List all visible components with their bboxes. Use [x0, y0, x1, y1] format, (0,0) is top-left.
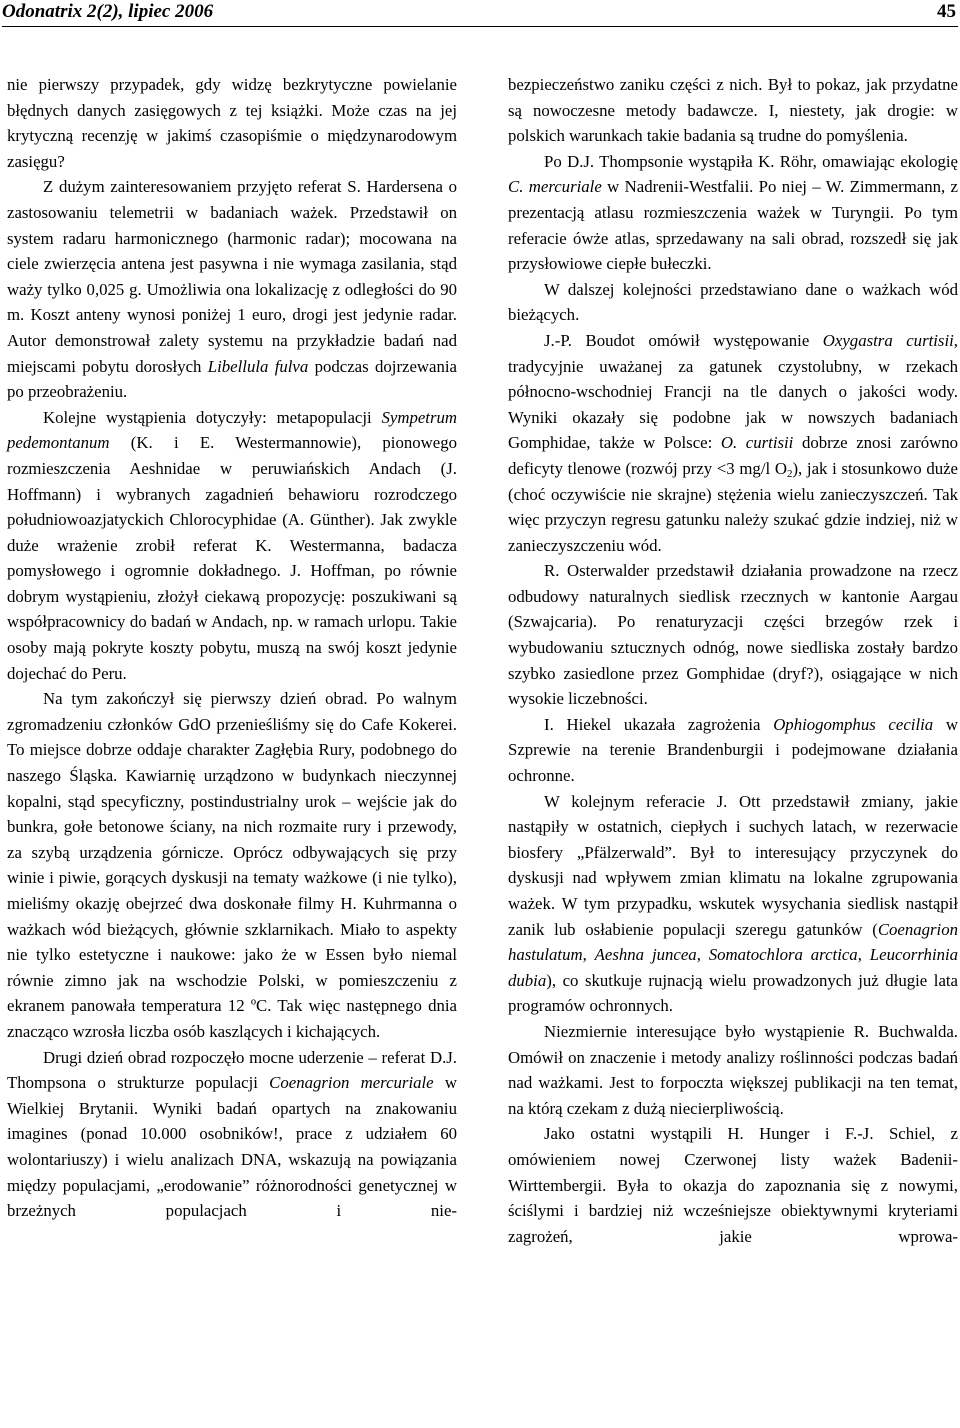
species-name: Coenagrion mercuriale	[269, 1073, 434, 1093]
journal-citation: Odonatrix 2(2), lipiec 2006	[2, 1, 214, 22]
species-name: Sympetrum pedemontanum	[7, 407, 457, 453]
subscript: 2	[786, 467, 793, 480]
paragraph: R. Osterwalder przedstawił działania prowadzone na rzecz odbudowy naturalnych siedlisk rzecznych w kantonie Aargau (Szwajcaria). Po renaturyzacji części brzegów rzek i wybudowaniu sztucznych odnóg, nowe siedliska zostały bardzo szybko zasiedlone przez Gomphidae (dryf?), osiągające w nich wysokie liczebności.	[508, 561, 958, 709]
species-name: Somatochlora arctica	[708, 945, 858, 965]
species-name: Aeshna juncea	[594, 945, 697, 965]
paragraph: Na tym zakończył się pierwszy dzień obrad. Po walnym zgromadzeniu członków GdO przenieśliśmy się do Cafe Kokerei. To miejsce dobrze oddaje charakter Zagłębia Rury, podobnego do naszego Śląska. Kawiarnię urządzono w budynkach nieczynnej kopalni, stąd specyficzny, postindustrialny urok – wejście jak do bunkra, gołe betonowe ściany, na nich rozmaite rury i przewody, za szybą urządzenia górnicze. Oprócz odbywających się przy winie i piwie, gorących dyskusji na tematy ważkowe (i nie tylko), mieliśmy okazję obejrzeć dwa doskonałe filmy H. Kuhrmanna o ważkach wód bieżących, głównie szklarnikach. Miało to aspekty nie tylko estetyczne i naukowe: jako że w Essen było niemal równie zimno jak na wschodzie Polski, w pomieszczeniu z ekranem panowała temperatura 12 ºC. Tak więc następnego dnia znacząco wzrosła liczba osób kaszlących i kichających.	[7, 689, 457, 1041]
right-column	[508, 72, 958, 1249]
paragraph: Z dużym zainteresowaniem przyjęto referat S. Hardersena o zastosowaniu telemetrii w badaniach ważek. Przedstawił on system radaru harmonicznego (harmonic radar); mocowana na ciele zwierzęcia antena jest pasywna i nie wymaga zasilania, stąd waży tylko 0,025 g. Umożliwia ona lokalizację z odległości do 90 m. Koszt anteny wynosi poniżej 1 euro, drogi jest jedynie radar. Autor demonstrował zalety systemu na przykładzie badań nad miejscami pobytu dorosłych Libellula fulva podczas dojrzewania po przeobrażeniu.	[7, 177, 457, 402]
running-header	[2, 0, 958, 27]
paragraph: Jako ostatni wystąpili H. Hunger i F.-J. Schiel, z omówieniem nowej Czerwonej listy ważek Badenii-Wirttembergii. Była to okazja do zapoznania się z nowymi, ściślymi i bardziej niż wcześniejsze obiektywnymi kryteriami zagrożeń, jakie wprowa-	[508, 1124, 958, 1246]
paragraph: Kolejne wystąpienia dotyczyły: metapopulacji Sympetrum pedemontanum (K. i E. Westermannowie), pionowego rozmieszczenia Aeshnidae w peruwiańskich Andach (J. Hoffmann) i wybranych zagadnień behawioru rozrodczego południowoazjatyckich Chlorocyphidae (A. Günther). Jak zwykle duże wrażenie zrobił referat K. Westermanna, badacza pomysłowego i ogromnie dokładnego. J. Hoffman, po równie dobrym wystąpieniu, złożył ciekawą propozycję: poszukiwani są współpracownicy do badań w Andach, np. w ramach urlopu. Takie osoby mają pokryte koszty pobytu, muszą na swój koszt jedynie dojechać do Peru.	[7, 407, 457, 683]
left-column	[7, 72, 457, 1224]
species-name: O. curtisii	[720, 433, 794, 453]
page-number: 45	[937, 1, 956, 22]
paragraph: W dalszej kolejności przedstawiano dane o ważkach wód bieżących.	[508, 279, 958, 325]
paragraph: I. Hiekel ukazała zagrożenia Ophiogomphus cecilia w Szprewie na terenie Brandenburgii i podejmowane działania ochronne.	[508, 714, 958, 786]
paragraph: Drugi dzień obrad rozpoczęło mocne uderzenie – referat D.J. Thompsona o strukturze populacji Coenagrion mercuriale w Wielkiej Brytanii. Wyniki badań opartych na znakowaniu imagines (ponad 10.000 osobników!, prace z udziałem 60 wolontariuszy) i wielu analizach DNA, wskazują na powiązania między populacjami, „erodowanie” różnorodności genetycznej w brzeżnych populacjach i nie-	[7, 1047, 457, 1221]
species-name: Oxygastra curtisii	[822, 330, 954, 350]
paragraph: nie pierwszy przypadek, gdy widzę bezkrytyczne powielanie błędnych danych zasięgowych z tej książki. Może czas na jej krytyczną recenzję w jakimś czasopiśmie o międzynarodowym zasięgu?	[7, 75, 457, 171]
paragraph: W kolejnym referacie J. Ott przedstawił zmiany, jakie nastąpiły w ostatnich, ciepłych i suchych latach, w rezerwacie biosfery „Pfälzerwald”. Był to interesujący przyczynek do dyskusji nad wpływem zmian klimatu na lokalne zgrupowania ważek. W tym przypadku, wskutek wysychania siedlisk nastąpił zanik lub osłabienie populacji szeregu gatunków (Coenagrion hastulatum, Aeshna juncea, Somatochlora arctica, Leucorrhinia dubia), co skutkuje rujnacją wielu prowadzonych już długie lata programów ochronnych.	[508, 791, 959, 1016]
paragraph: Po D.J. Thompsonie wystąpiła K. Röhr, omawiając ekologię C. mercuriale w Nadrenii-Westfalii. Po niej – W. Zimmermann, z prezentacją atlasu rozmieszczenia ważek w Turyngii. Po tym referacie ówże atlas, sprzedawany na sali obrad, rozszedł się jak przysłowiowe ciepłe bułeczki.	[508, 151, 958, 274]
species-name: Leucorrhinia dubia	[508, 945, 959, 990]
species-name: Ophiogomphus cecilia	[773, 714, 934, 734]
species-name: C. mercuriale	[508, 177, 602, 197]
species-name: Libellula fulva	[207, 356, 309, 376]
paragraph: bezpieczeństwo zaniku części z nich. Był to pokaz, jak przydatne są nowoczesne metody badawcze. I, niestety, jak drogie: w polskich warunkach takie badania są trudne do pomyślenia.	[508, 75, 958, 146]
paragraph: J.-P. Boudot omówił występowanie Oxygastra curtisii, tradycyjnie uważanej za gatunek czystolubny, w rzekach północno-wschodniej Francji na tle danych o jakości wody. Wyniki okazały się podobne jak w nowszych badaniach Gomphidae, także w Polsce: O. curtisii dobrze znosi zarówno deficyty tlenowe (rozwój przy <3 mg/l $O_2$), jak i stosunkowo duże (choć oczywiście nie skrajne) stężenia wielu zanieczyszczeń. Tak więc przyczyn regresu gatunku należy szukać gdzie indziej, niż w zanieczyszczeniu wód.	[508, 330, 958, 555]
species-name: Coenagrion hastulatum	[508, 919, 958, 965]
paragraph: Niezmiernie interesujące było wystąpienie R. Buchwalda. Omówił on znaczenie i metody analizy roślinności podczas badań nad ważkami. Jest to forpoczta większej publikacji na ten temat, na którą czekam z dużą niecierpliwością.	[508, 1021, 958, 1118]
